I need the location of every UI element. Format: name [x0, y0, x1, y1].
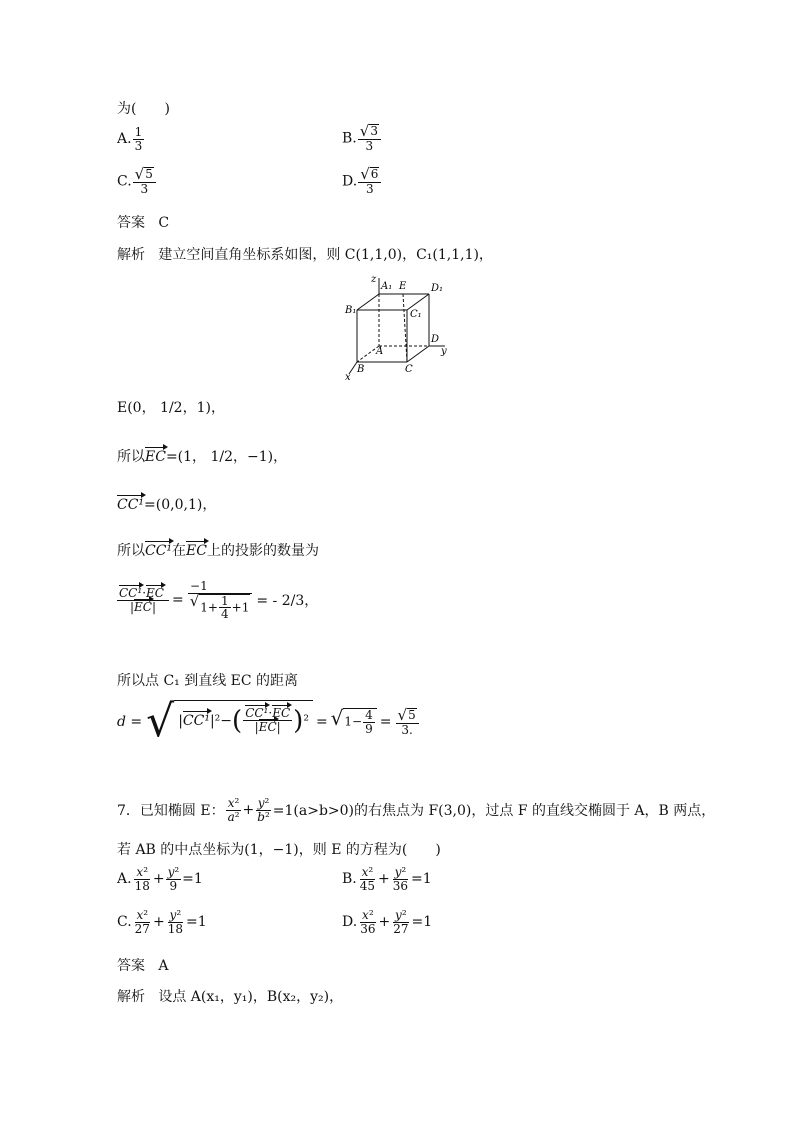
cube-label-c1: C₁ — [410, 309, 422, 320]
denominator: 27 — [393, 921, 409, 936]
q7-option-c: C. $\frac{\text{x²}}{27}$ + $\frac{\text{y²}}{18}$ =1 — [117, 908, 207, 936]
denominator: 36 — [392, 878, 409, 893]
denominator: 36 — [360, 921, 376, 936]
vector-coordinate: =(0,0,1)， — [144, 497, 217, 513]
q6-option-d: D. √ 6 3 — [342, 167, 382, 196]
text: 所以 — [117, 449, 145, 465]
equals: = — [315, 714, 328, 730]
analysis-text: 设点 A(x₁，y₁)，B(x₂，y₂)， — [158, 989, 344, 1005]
denominator: 27 — [134, 921, 150, 936]
radicand: 5 — [408, 707, 416, 722]
cube-label-d1: D₁ — [431, 283, 444, 294]
answer-value: C — [158, 215, 170, 231]
analysis-text: 建立空间直角坐标系如图，则 C(1,1,0)，C₁(1,1,1)， — [158, 247, 493, 263]
option-prefix: D. — [342, 914, 358, 931]
q6-option-c: C. √ 5 3 — [117, 167, 157, 196]
q7-stem-line2: 若 AB 的中点坐标为(1，−1)，则 E 的方程为( ) — [117, 842, 441, 858]
cube-label-e: E — [399, 281, 407, 292]
vector-cc1: CC¹ — [119, 586, 143, 601]
vector-cc1: CC¹ — [117, 497, 145, 513]
vector-ec: EC — [146, 586, 164, 601]
q7-option-d: D. $\frac{\text{x²}}{36}$ + $\frac{\text{y²}}{27}$ =1 — [342, 908, 433, 936]
vector-cc1-line — [117, 494, 216, 514]
denominator: 3 — [365, 182, 374, 196]
q7-analysis — [117, 986, 343, 1006]
vector-cc1: CC¹ — [145, 543, 173, 559]
q6-stem-end: 为( ) — [117, 101, 170, 117]
q6-option-a — [117, 126, 145, 152]
projection-result: = - 2/3， — [256, 593, 319, 610]
distance-statement: 所以点 C₁ 到直线 EC 的距离 — [117, 673, 299, 689]
denominator: 3 — [365, 139, 374, 153]
option-prefix: A. — [117, 871, 132, 888]
answer-label: 答案 — [117, 958, 145, 974]
cube-label-c: C — [405, 364, 413, 375]
cube-label-d: D — [431, 334, 440, 345]
vector-cc1: CC¹ — [182, 712, 210, 729]
vector-ec-line — [117, 446, 287, 466]
projection-formula: $\frac{\text{CC¹·EC}}{|EC|}$ = −1 √ 1+ $\frac{1}{4}$ +1 = - 2/3， — [119, 579, 319, 622]
denominator: 18 — [167, 921, 183, 936]
q7-answer — [117, 955, 168, 975]
radicand: 3 — [370, 124, 378, 138]
q7-option-a: A. $\frac{\text{x²}}{18}$ + $\frac{\text{y²}}{9}$ =1 — [117, 865, 203, 893]
vector-ec: EC — [145, 449, 166, 465]
text: 7．已知椭圆 E： — [117, 803, 225, 820]
q6-analysis — [117, 244, 493, 264]
rhs: =1 — [411, 914, 433, 931]
option-prefix: A. — [117, 131, 132, 148]
text: 上的投影的数量为 — [206, 543, 319, 559]
denominator: 3. — [401, 722, 413, 737]
denominator: 18 — [134, 878, 150, 893]
denominator: 3 — [140, 182, 149, 196]
vector-ec: EC — [134, 599, 152, 614]
q7-stem-line1: 7．已知椭圆 E： $\frac{\text{x²}}{\text{a²}}$ + $\frac{\text{y²}}{\text{b²}}$ =1(a>b>0)的右焦点为 F(3,0)，过点 F 的直线交椭圆于 A，B 两点， — [117, 796, 716, 824]
denominator: 45 — [359, 878, 376, 893]
q6-option-b: B. √ 3 3 — [342, 124, 382, 153]
distance-formula: d = √ |CC¹|²− ( $\frac{\text{CC¹·EC}}{|EC|}$ ) ² = √ 1− $\frac{4}{9}$ = √ 5 3. — [117, 700, 420, 744]
vector-ec: EC — [186, 543, 207, 559]
radicand: 5 — [145, 167, 153, 181]
cube-label-z: z — [371, 274, 377, 285]
option-prefix: D. — [342, 173, 358, 190]
projection-statement — [117, 540, 319, 560]
numerator: −1 — [188, 580, 252, 594]
cube-label-b: B — [357, 364, 365, 375]
option-prefix: C. — [117, 173, 132, 190]
cube-figure — [335, 270, 465, 382]
cube-label-x: x — [345, 372, 351, 382]
answer-value: A — [158, 958, 169, 974]
vector-cc1: CC¹ — [245, 706, 269, 721]
text: 在 — [172, 543, 187, 559]
text: 所以 — [117, 543, 145, 559]
cube-label-a1: A₁ — [381, 281, 393, 292]
analysis-label: 解析 — [117, 989, 145, 1005]
option-prefix: B. — [342, 871, 357, 888]
cube-label-a: A — [376, 346, 384, 357]
radicand: 6 — [370, 167, 379, 181]
cube-label-y: y — [441, 346, 447, 357]
rhs: =1 — [411, 871, 432, 888]
q6-answer — [117, 212, 169, 232]
cube-label-b1: B₁ — [345, 305, 357, 316]
vector-ec: EC — [272, 706, 291, 721]
vector-coordinate: =(1， 1/2，−1)， — [165, 449, 288, 465]
numerator: 1 — [134, 125, 143, 139]
answer-label: 答案 — [117, 215, 145, 231]
rhs: =1 — [185, 914, 207, 931]
rhs: =1 — [182, 871, 203, 888]
denominator: 9 — [169, 878, 178, 893]
denominator: 3 — [134, 138, 143, 153]
option-prefix: B. — [342, 130, 357, 147]
point-e-coordinate: E(0， 1/2，1)， — [117, 400, 225, 416]
text: =1(a>b>0)的右焦点为 F(3,0)，过点 F 的直线交椭圆于 A，B 两点， — [272, 803, 716, 820]
vector-ec: EC — [258, 720, 277, 734]
q7-option-b: B. $\frac{\text{x²}}{45}$ + $\frac{\text{y²}}{36}$ =1 — [342, 865, 432, 893]
option-prefix: C. — [117, 914, 132, 931]
d-label: d = — [117, 714, 143, 730]
analysis-label: 解析 — [117, 247, 145, 263]
